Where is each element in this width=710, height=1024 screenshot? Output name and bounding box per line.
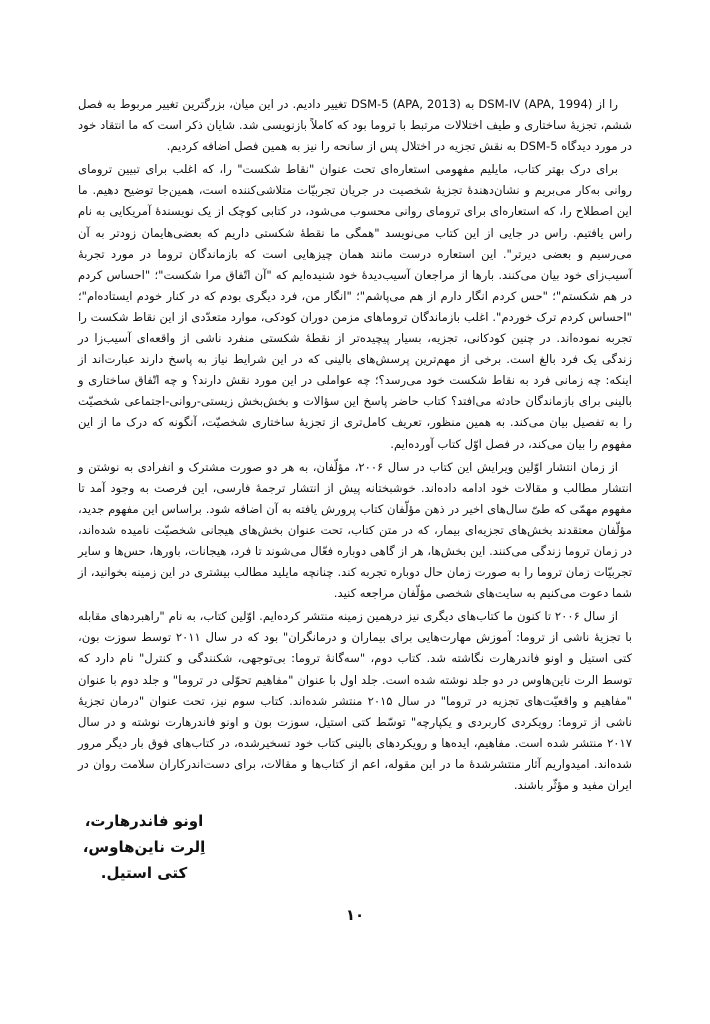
paragraph-1: را از DSM-IV (APA, 1994) به DSM-5 (APA, 2013) تغییر دادیم. در این میان، بزرگترین تغییر مربوط به فصل ششم، تجزیهٔ ساختاری و طیف اختلالات مرتبط با تروما بود که کاملاً بازنویسی شد. شایان ذکر است که ما انتقاد خود در مورد دیدگاه DSM-5 به نقش تجزیه در اختلال پس از سانحه را نیز به همین فصل اضافه کردیم. <box>78 97 632 154</box>
paragraph-3: از زمان انتشار اوّلین ویرایش این کتاب در سال ۲۰۰۶، مؤلّفان، به هر دو صورت مشترک و انفرادی به نوشتن و انتشار مطالب و مقالات خود ادامه داده‌اند. خوشبختانه پیش از انتشار ترجمهٔ فارسی، این فرصت به وجود آمد تا مفهوم مهمّی که طیّ سال‌های اخیر در ذهن مؤلّفان کتاب پرورش یافته به آن اضافه شود. براساس این مفهوم جدید، مؤلّفان معتقدند بخش‌های تجزیه‌ای بیمار، که در متن کتاب، تحت عنوان بخش‌های هیجانی شخصیّت نامیده شده‌اند، در زمان تروما زندگی می‌کنند. این بخش‌ها، هر از گاهی دوباره فعّال می‌شوند تا فرد، هیجانات، باورها، حس‌ها و سایر تجربیّات زمان تروما را به صورت زمان حال دوباره تجربه کند. چنانچه مایلید مطالب بیشتری در این زمینه بخوانید، از شما دعوت می‌کنیم به سایت‌های شخصی مؤلّفان مراجعه کنید. <box>78 459 632 601</box>
page-number: ۱۰ <box>345 906 365 924</box>
paragraph-4: از سال ۲۰۰۶ تا کنون ما کتاب‌های دیگری نیز درهمین زمینه منتشر کرده‌ایم. اوّلین کتاب، به نام "راهبردهای مقابله با تجزیهٔ ناشی از تروما: آموزش مهارت‌هایی برای بیماران و درمانگران" بود که در سال ۲۰۱۱ توسط سوزت بون، کتی استیل و اونو فاندرهارت نگاشته شد. کتاب دوم، "سه‌گانهٔ تروما: بی‌توجهی، شکنندگی و کنترل" نام دارد که توسط الرت ناین‌هاوس در دو جلد نوشته شده است. جلد اول با عنوان "مفاهیم تحوّلی در تروما" و جلد دوم با عنوان "مفاهیم و واقعیّت‌های تجزیه در تروما" در سال ۲۰۱۵ منتشر شده‌اند. کتاب سوم نیز، تحت عنوان "درمان تجزیهٔ ناشی از تروما: رویکردی کاربردی و یکپارچه" توسّط کتی استیل، سوزت بون و اونو فاندرهارت نوشته و در سال ۲۰۱۷ منتشر شده است. مفاهیم، ایده‌ها و رویکردهای بالینی کتاب خود تسخیرشده، در کتاب‌های فوق بار دیگر مرور شده‌اند. امیدواریم آثار منتشرشدهٔ ما در این مقوله، اعم از کتاب‌ها و مقالات، برای دست‌اندرکاران سلامت روان در ایران مفید و مؤثّر باشند. <box>78 609 633 792</box>
paragraph-2: برای درک بهتر کتاب، مایلیم مفهومی استعاره‌ای تحت عنوان "نقاط شکست" را، که اغلب برای تبیین ترومای روانی به‌کار می‌بریم و نشان‌دهندهٔ تجزیهٔ شخصیت در جریان تجربیّات متلاشی‌کننده است، همین‌جا توضیح دهیم. ما این اصطلاح را، که استعاره‌ای برای ترومای روانی محسوب می‌شود، در کتابی کوچک از یک نویسندهٔ آمریکایی به نام راس یافتیم. راس در جایی از این کتاب می‌نویسد "همگی ما نقطهٔ شکستی داریم که بعضی‌هایمان زودتر به آن می‌رسیم و بعضی دیرتر". این استعاره درست مانند همان چیزهایی است که بازماندگان تروما در مورد تجربهٔ آسیب‌زای خود بیان می‌کنند. بارها از مراجعان آسیب‌دیدهٔ خود شنیده‌ایم که "آن اتّفاق مرا شکست"؛ "احساس کردم در هم شکستم"؛ "حس کردم انگار دارم از هم می‌پاشم"؛ "انگار من، فرد دیگری بودم که در کنار خودم ایستاده‌ام"؛ "احساس کردم ترک خوردم". اغلب بازماندگان تروماهای مزمن دوران کودکی، موارد متعدّدی از این نقاط شکست را تجربه نموده‌اند. در چنین کودکانی، تجزیه، بسیار پیچیده‌تر از نقطهٔ شکستی منفرد ناشی از واقعه‌ای آسیب‌زا در زندگی یک فرد بالغ است. برخی از مهم‌ترین پرسش‌های بالینی که در این شرایط نیاز به پاسخ دارند عبارت‌اند از اینکه: چه زمانی فرد به نقاط شکست خود می‌رسد؟؛ چه عواملی در این مورد نقش دارند؟ و چه اتّفاق ساختاری و بالینی برای بازماندگان حادثه می‌افتد؟ کتاب حاضر پاسخ این سؤالات و بخش‌بخش زیستی-روانی-اجتماعی شخصیّت را به تفصیل بیان می‌کند. به همین منظور، تعریف کامل‌تری از تجزیهٔ ساختاری شخصیّت، آنگونه که درک ما از این مفهوم را بیان می‌کند، در فصل اوّل کتاب آورده‌ایم. <box>78 162 632 451</box>
author-name-1: اونو فاندرهارت، <box>84 812 204 830</box>
page-body <box>78 94 632 796</box>
author-name-3: کتی استیل. <box>100 864 188 882</box>
authors-signature <box>74 808 214 886</box>
author-name-2: اِلرت ناین‌هاوس، <box>82 838 206 856</box>
